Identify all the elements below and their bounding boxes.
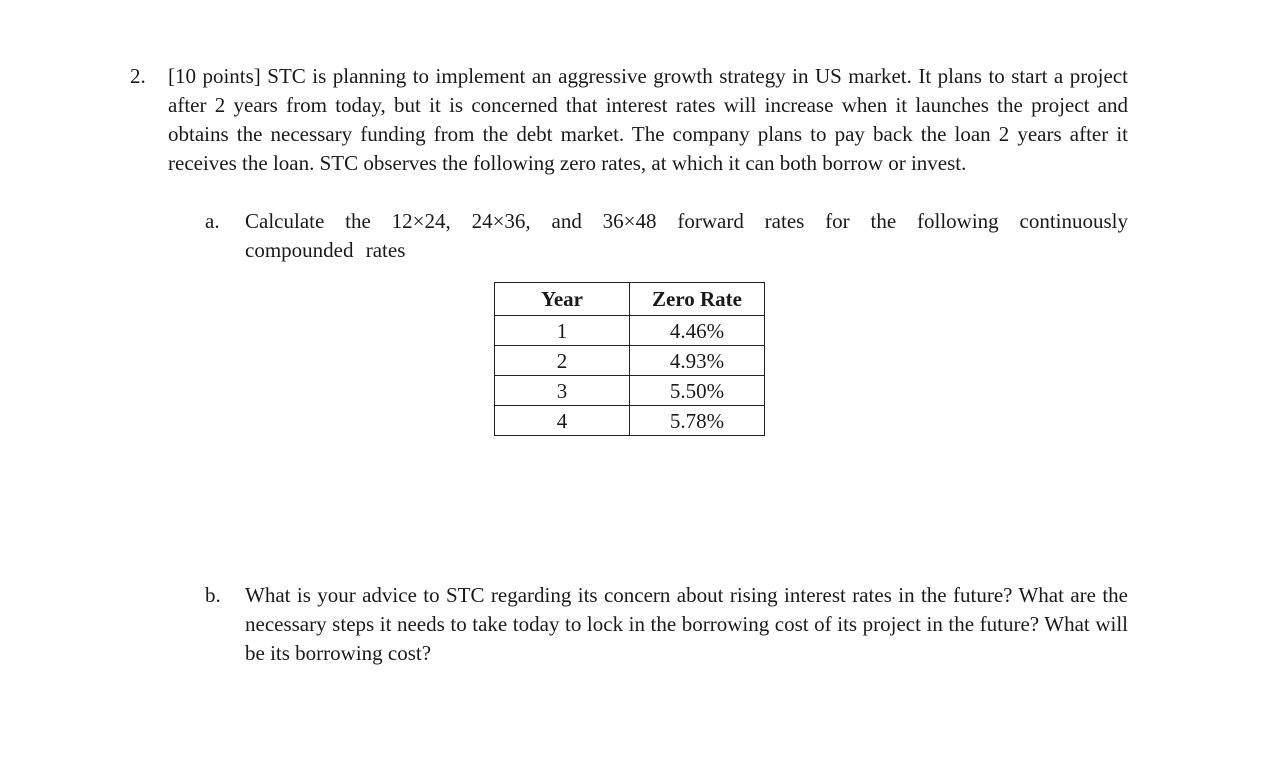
question-number: 2.	[130, 64, 146, 88]
zero-rate-table	[494, 282, 765, 436]
table-row	[495, 376, 765, 406]
table-header-row	[495, 283, 765, 316]
part-b-text: What is your advice to STC regarding its concern about rising interest rates in the future? What are the necessary steps it needs to take today to lock in the borrowing cost of its project in the future? What will be its borrowing cost?	[245, 583, 1128, 665]
question-text: [10 points] STC is planning to implement an aggressive growth strategy in US market. It plans to start a project after 2 years from today, but it is concerned that interest rates will increase when it launches the project and obtains the necessary funding from the debt market. The company plans to pay back the loan 2 years after it receives the loan. STC observes the following zero rates, at which it can both borrow or invest.	[168, 64, 1128, 175]
header-year: Year	[495, 283, 630, 316]
rate-cell: 4.93%	[630, 346, 765, 376]
part-b-label: b.	[205, 583, 221, 607]
rate-cell: 5.50%	[630, 376, 765, 406]
table-row	[495, 316, 765, 346]
rate-cell: 5.78%	[630, 406, 765, 436]
rate-cell: 4.46%	[630, 316, 765, 346]
part-a-text: Calculate the 12×24, 24×36, and 36×48 forward rates for the following continuously compounded rates	[245, 209, 1128, 262]
year-cell: 4	[495, 406, 630, 436]
table-row	[495, 406, 765, 436]
year-cell: 2	[495, 346, 630, 376]
header-zero-rate: Zero Rate	[630, 283, 765, 316]
part-a-label: a.	[205, 209, 220, 233]
table-row	[495, 346, 765, 376]
year-cell: 3	[495, 376, 630, 406]
year-cell: 1	[495, 316, 630, 346]
